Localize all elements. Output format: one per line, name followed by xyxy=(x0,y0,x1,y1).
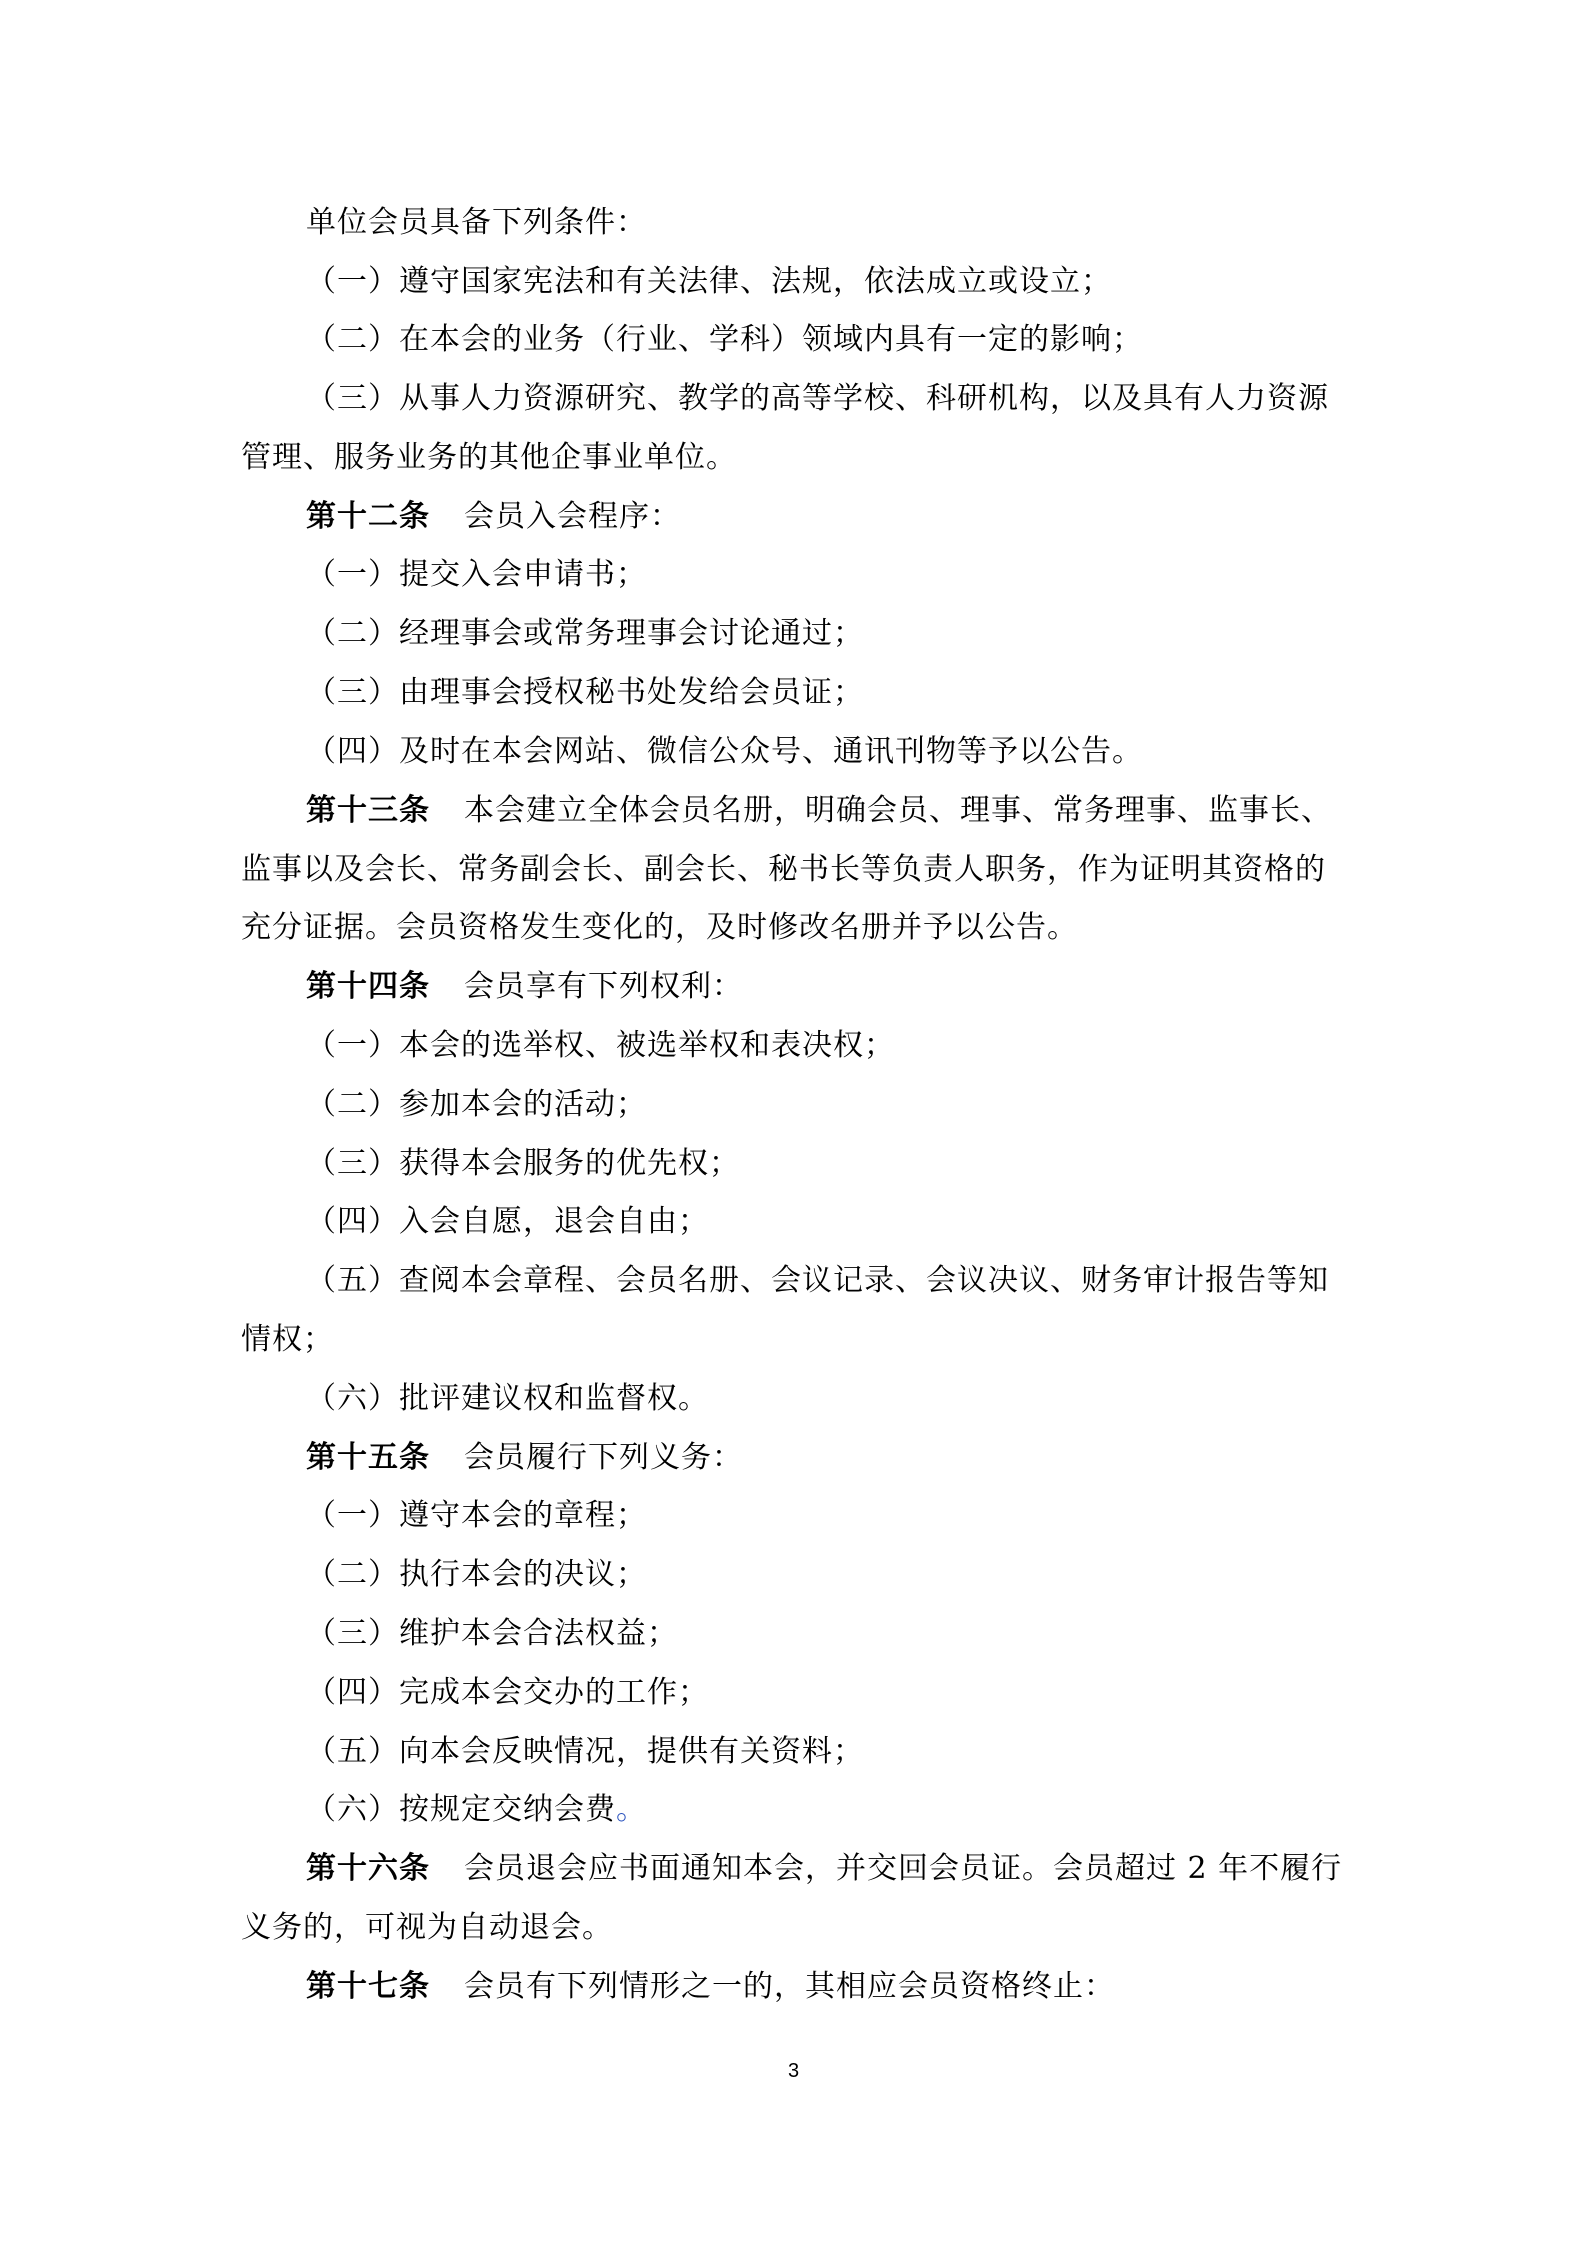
paragraph-line xyxy=(241,438,737,478)
line-text: 义务的，可视为自动退会。 xyxy=(241,1910,613,1945)
line-text: 监事以及会长、常务副会长、副会长、秘书长等负责人职务，作为证明其资格的 xyxy=(241,852,1326,887)
line-text: 单位会员具备下列条件： xyxy=(306,205,647,240)
line-text: （四）入会自愿，退会自由； xyxy=(306,1204,709,1239)
article-line xyxy=(306,1967,1115,2007)
list-item xyxy=(306,1732,864,1772)
line-text: 充分证据。会员资格发生变化的，及时修改名册并予以公告。 xyxy=(241,910,1078,945)
line-text: （六）按规定交纳会费 xyxy=(306,1792,616,1827)
line-text: （一）本会的选举权、被选举权和表决权； xyxy=(306,1028,895,1063)
paragraph-line xyxy=(306,203,647,243)
page-number: 3 xyxy=(787,2060,800,2082)
line-text: 会员履行下列义务： xyxy=(464,1440,743,1475)
list-item xyxy=(306,1496,647,1536)
article-heading: 第十五条 xyxy=(306,1440,430,1475)
list-item xyxy=(306,320,1143,360)
list-item xyxy=(306,1379,709,1419)
line-text: （一）遵守国家宪法和有关法律、法规，依法成立或设立； xyxy=(306,264,1112,299)
line-text: （四）完成本会交办的工作； xyxy=(306,1675,709,1710)
article-line xyxy=(306,497,681,537)
article-heading: 第十二条 xyxy=(306,499,430,534)
line-text: （六）批评建议权和监督权。 xyxy=(306,1381,709,1416)
line-text: 管理、服务业务的其他企事业单位。 xyxy=(241,440,737,475)
line-text: （一）提交入会申请书； xyxy=(306,557,647,592)
line-text: （二）执行本会的决议； xyxy=(306,1557,647,1592)
line-text: （二）在本会的业务（行业、学科）领域内具有一定的影响； xyxy=(306,322,1143,357)
line-text: 会员入会程序： xyxy=(464,499,681,534)
list-item xyxy=(306,673,864,713)
list-item xyxy=(306,1673,709,1713)
list-item xyxy=(306,1261,1329,1301)
article-heading: 第十三条 xyxy=(306,793,430,828)
list-item xyxy=(306,1085,647,1125)
line-text: （二）参加本会的活动； xyxy=(306,1087,647,1122)
line-text: 会员享有下列权利： xyxy=(464,969,743,1004)
line-text: 本会建立全体会员名册，明确会员、理事、常务理事、监事长、 xyxy=(464,793,1332,828)
line-text: （五）向本会反映情况，提供有关资料； xyxy=(306,1734,864,1769)
list-item xyxy=(306,1144,740,1184)
line-text: 会员退会应书面通知本会，并交回会员证。会员超过 2 年不履行 xyxy=(464,1851,1343,1886)
paragraph-line xyxy=(241,1908,613,1948)
list-item xyxy=(306,1202,709,1242)
list-item xyxy=(306,379,1329,419)
article-line xyxy=(306,791,1332,831)
line-text: （三）获得本会服务的优先权； xyxy=(306,1146,740,1181)
paragraph-line xyxy=(241,908,1078,948)
line-text: 情权； xyxy=(241,1322,334,1357)
list-item xyxy=(306,1614,678,1654)
line-text: （三）由理事会授权秘书处发给会员证； xyxy=(306,675,864,710)
list-item xyxy=(306,262,1112,302)
paragraph-line xyxy=(241,1320,334,1360)
line-text: （三）从事人力资源研究、教学的高等学校、科研机构，以及具有人力资源 xyxy=(306,381,1329,416)
list-item xyxy=(306,1790,647,1830)
line-text: （二）经理事会或常务理事会讨论通过； xyxy=(306,616,864,651)
line-text: （五）查阅本会章程、会员名册、会议记录、会议决议、财务审计报告等知 xyxy=(306,1263,1329,1298)
article-heading: 第十四条 xyxy=(306,969,430,1004)
article-heading: 第十六条 xyxy=(306,1851,430,1886)
list-item xyxy=(306,1555,647,1595)
line-text: 会员有下列情形之一的，其相应会员资格终止： xyxy=(464,1969,1115,2004)
list-item xyxy=(306,732,1143,772)
line-text: （三）维护本会合法权益； xyxy=(306,1616,678,1651)
list-item xyxy=(306,1026,895,1066)
line-suffix: 。 xyxy=(616,1792,647,1827)
article-line xyxy=(306,1438,743,1478)
paragraph-line xyxy=(241,850,1326,890)
article-heading: 第十七条 xyxy=(306,1969,430,2004)
article-line xyxy=(306,967,743,1007)
line-text: （四）及时在本会网站、微信公众号、通讯刊物等予以公告。 xyxy=(306,734,1143,769)
article-line xyxy=(306,1849,1342,1889)
line-text: （一）遵守本会的章程； xyxy=(306,1498,647,1533)
list-item xyxy=(306,555,647,595)
list-item xyxy=(306,614,864,654)
